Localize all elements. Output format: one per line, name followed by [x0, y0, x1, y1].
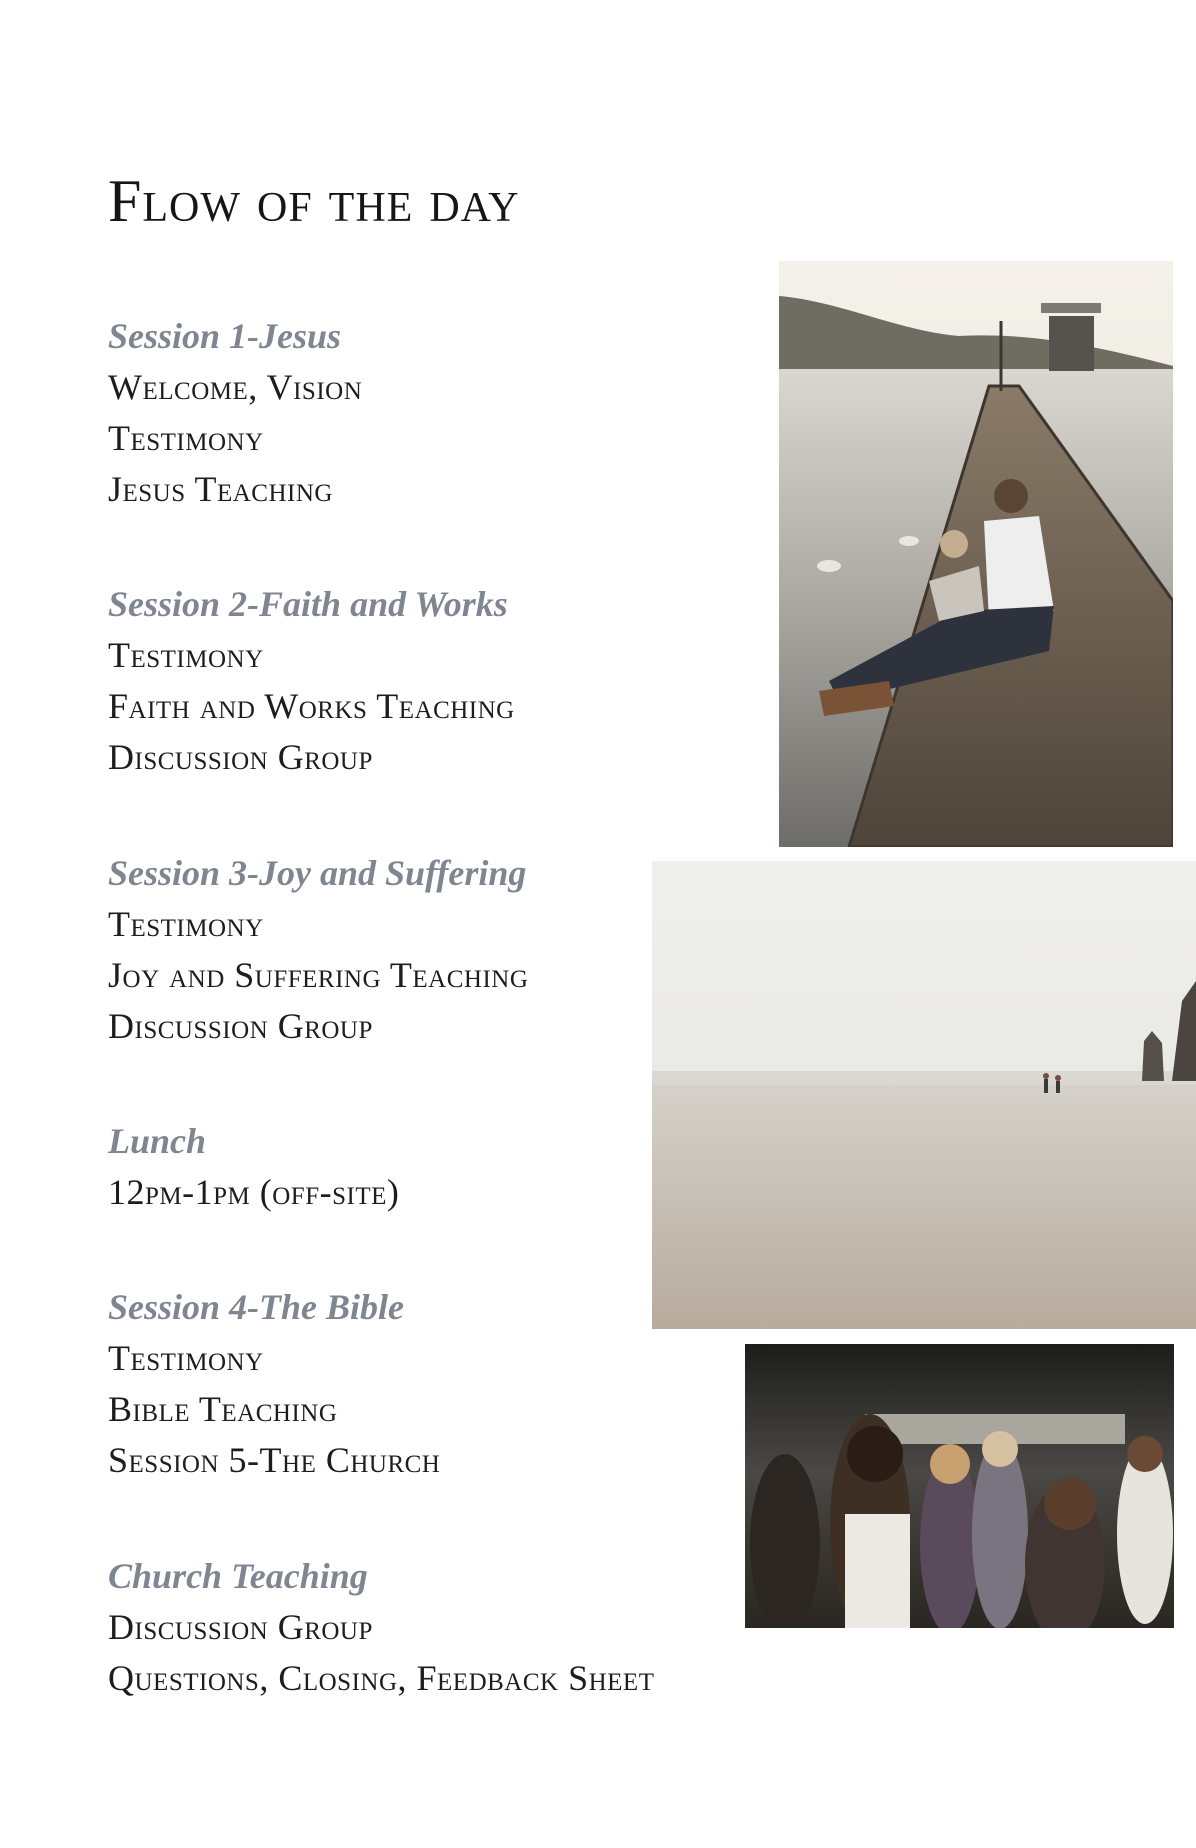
section-heading: Session 3-Joy and Suffering [108, 853, 527, 893]
page-title: Flow of the day [108, 168, 520, 234]
schedule-item: Session 5-The Church [108, 1440, 441, 1480]
dock-photo [779, 261, 1173, 847]
schedule-item: Discussion Group [108, 1006, 373, 1046]
beach-photo [652, 861, 1196, 1329]
schedule-item: Faith and Works Teaching [108, 686, 515, 726]
section-heading: Lunch [108, 1121, 207, 1161]
schedule-item: Welcome, Vision [108, 367, 363, 407]
section-heading: Session 2-Faith and Works [108, 584, 508, 624]
schedule-item: Joy and Suffering Teaching [108, 955, 529, 995]
schedule-item: Testimony [108, 635, 264, 675]
schedule-item: Bible Teaching [108, 1389, 338, 1429]
schedule-section-2 [108, 578, 515, 783]
section-heading: Session 1-Jesus [108, 316, 342, 356]
schedule-section-1 [108, 310, 362, 515]
schedule-section-church [108, 1550, 654, 1704]
section-heading: Session 4-The Bible [108, 1287, 405, 1327]
schedule-item: Jesus Teaching [108, 469, 333, 509]
schedule-item: Discussion Group [108, 1607, 373, 1647]
schedule-item: Testimony [108, 1338, 264, 1378]
schedule-item: Testimony [108, 418, 264, 458]
schedule-section-3 [108, 847, 528, 1052]
schedule-item: Questions, Closing, Feedback Sheet [108, 1658, 655, 1698]
schedule-item: Discussion Group [108, 737, 373, 777]
schedule-section-lunch [108, 1115, 399, 1218]
schedule-section-4 [108, 1281, 440, 1486]
schedule-item: Testimony [108, 904, 264, 944]
group-photo [745, 1344, 1174, 1628]
section-heading: Church Teaching [108, 1556, 368, 1596]
schedule-item: 12pm-1pm (off-site) [108, 1172, 400, 1212]
